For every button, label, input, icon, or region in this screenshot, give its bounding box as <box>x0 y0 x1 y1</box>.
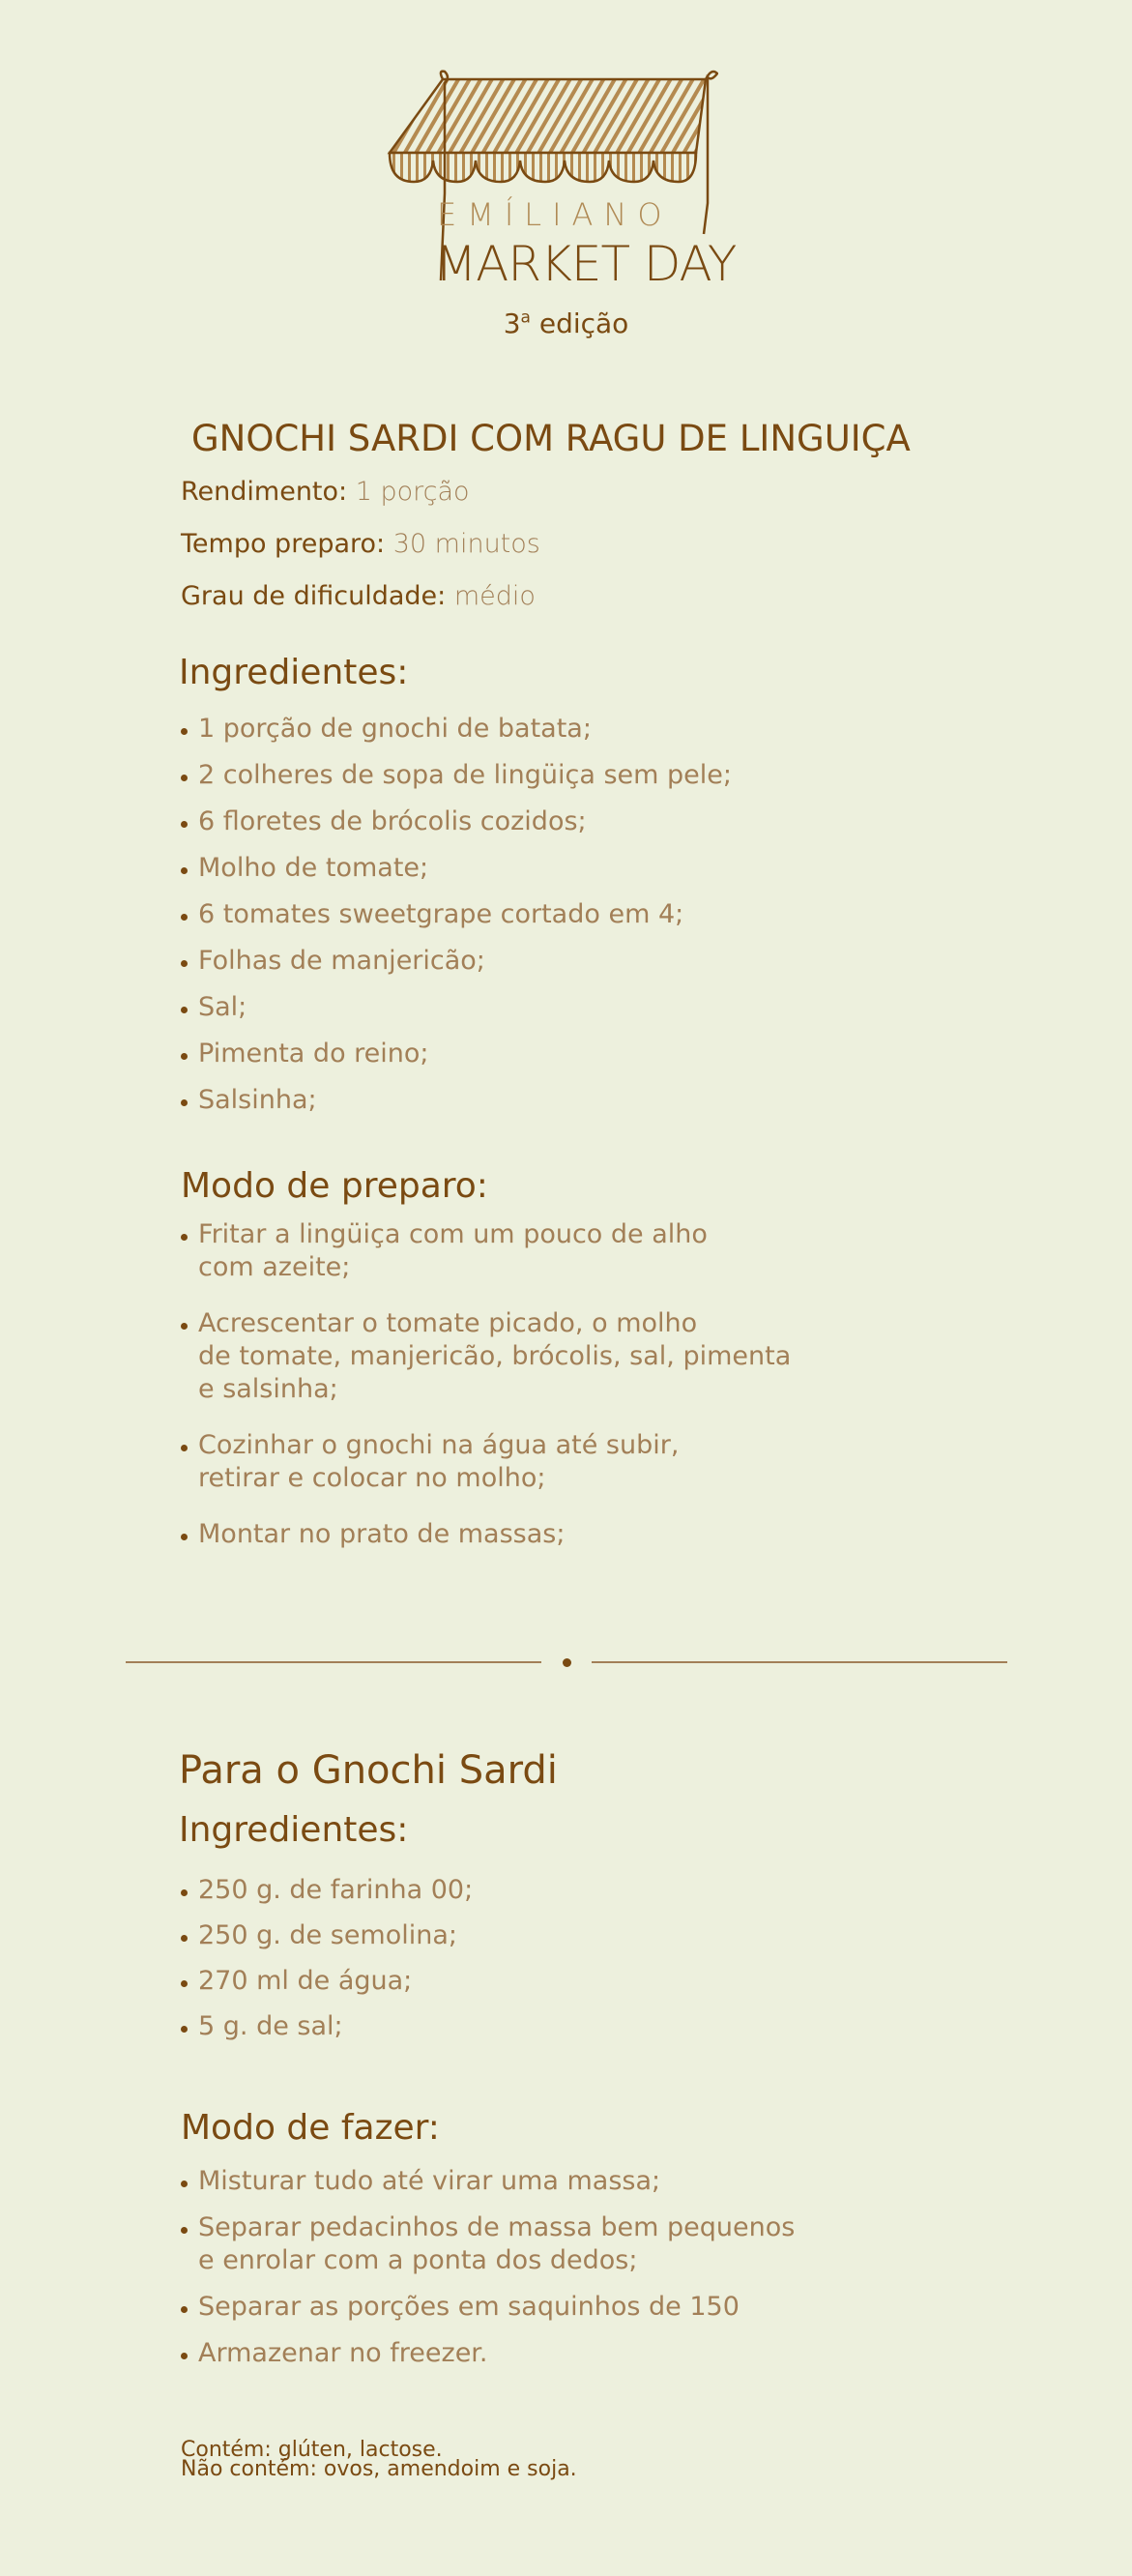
divider-right <box>592 1661 1007 1663</box>
gnochi-title: Para o Gnochi Sardi <box>179 1748 558 1793</box>
list-item <box>179 2337 795 2370</box>
gnochi-method-heading: Modo de fazer: <box>181 2108 440 2148</box>
list-item: Sal; <box>179 991 732 1024</box>
gnochi-method-list <box>179 2165 795 2370</box>
list-item <box>179 1218 791 1284</box>
list-item: 1 porção de gnochi de batata; <box>179 713 732 746</box>
not-contains-text: Não contém: ovos, amendoim e soja. <box>181 2457 577 2481</box>
divider-left <box>126 1661 541 1663</box>
ingredients-list <box>179 713 732 1130</box>
list-item: 250 g. de semolina; <box>179 1919 473 1952</box>
list-item: Pimenta do reino; <box>179 1038 732 1070</box>
list-item: Salsinha; <box>179 1084 732 1117</box>
list-item-line: Fritar a lingüiça com um pouco de alho <box>198 1219 708 1249</box>
list-item-line: Armazenar no freezer. <box>198 2338 488 2368</box>
edition-label: 3$^a$ edição <box>503 307 629 339</box>
list-item: 250 g. de farinha 00; <box>179 1874 473 1907</box>
ingredients-heading: Ingredientes: <box>179 653 409 692</box>
list-item: 6 floretes de brócolis cozidos; <box>179 805 732 838</box>
brand-name-bottom: MARKET DAY <box>435 236 737 292</box>
list-item: Folhas de manjericão; <box>179 945 732 978</box>
list-item-line: de tomate, manjericão, brócolis, sal, pimenta <box>198 1341 792 1371</box>
list-item: 2 colheres de sopa de lingüiça sem pele; <box>179 759 732 792</box>
allergen-info <box>181 2438 577 2481</box>
list-item-line: Separar as porções em saquinhos de 150 <box>198 2292 740 2322</box>
list-item <box>179 2211 795 2277</box>
list-item-line: Misturar tudo até virar uma massa; <box>198 2166 661 2196</box>
method-heading: Modo de preparo: <box>181 1166 488 1206</box>
list-item-line: Acrescentar o tomate picado, o molho <box>198 1308 698 1338</box>
difficulty-line: Grau de dificuldade: médio <box>181 581 536 611</box>
recipe-title: GNOCHI SARDI COM RAGU DE LINGUIÇA <box>191 418 911 459</box>
list-item: Molho de tomate; <box>179 852 732 885</box>
list-item-line: e salsinha; <box>198 1374 338 1404</box>
list-item <box>179 2291 795 2324</box>
list-item: 6 tomates sweetgrape cortado em 4; <box>179 898 732 931</box>
gnochi-ingredients-heading: Ingredientes: <box>179 1810 409 1850</box>
list-item <box>179 1429 791 1495</box>
list-item: 5 g. de sal; <box>179 2010 473 2043</box>
list-item-line: Montar no prato de massas; <box>198 1519 566 1549</box>
list-item-line: Cozinhar o gnochi na água até subir, <box>198 1430 680 1460</box>
list-item <box>179 1518 791 1551</box>
list-item-line: com azeite; <box>198 1252 351 1282</box>
gnochi-ingredients-list <box>179 1874 473 2056</box>
list-item-line: Separar pedacinhos de massa bem pequenos <box>198 2212 796 2242</box>
list-item-line: retirar e colocar no molho; <box>198 1463 546 1493</box>
method-list <box>179 1218 791 1551</box>
time-line: Tempo preparo: 30 minutos <box>181 529 540 559</box>
list-item: 270 ml de água; <box>179 1965 473 1998</box>
list-item-line: e enrolar com a ponta dos dedos; <box>198 2245 638 2275</box>
yield-line: Rendimento: 1 porção <box>181 477 470 507</box>
brand-name-top: EMÍLIANO <box>437 196 673 233</box>
contains-text: Contém: glúten, lactose. <box>181 2438 443 2462</box>
list-item <box>179 2165 795 2198</box>
divider-dot <box>563 1658 571 1667</box>
list-item <box>179 1307 791 1406</box>
